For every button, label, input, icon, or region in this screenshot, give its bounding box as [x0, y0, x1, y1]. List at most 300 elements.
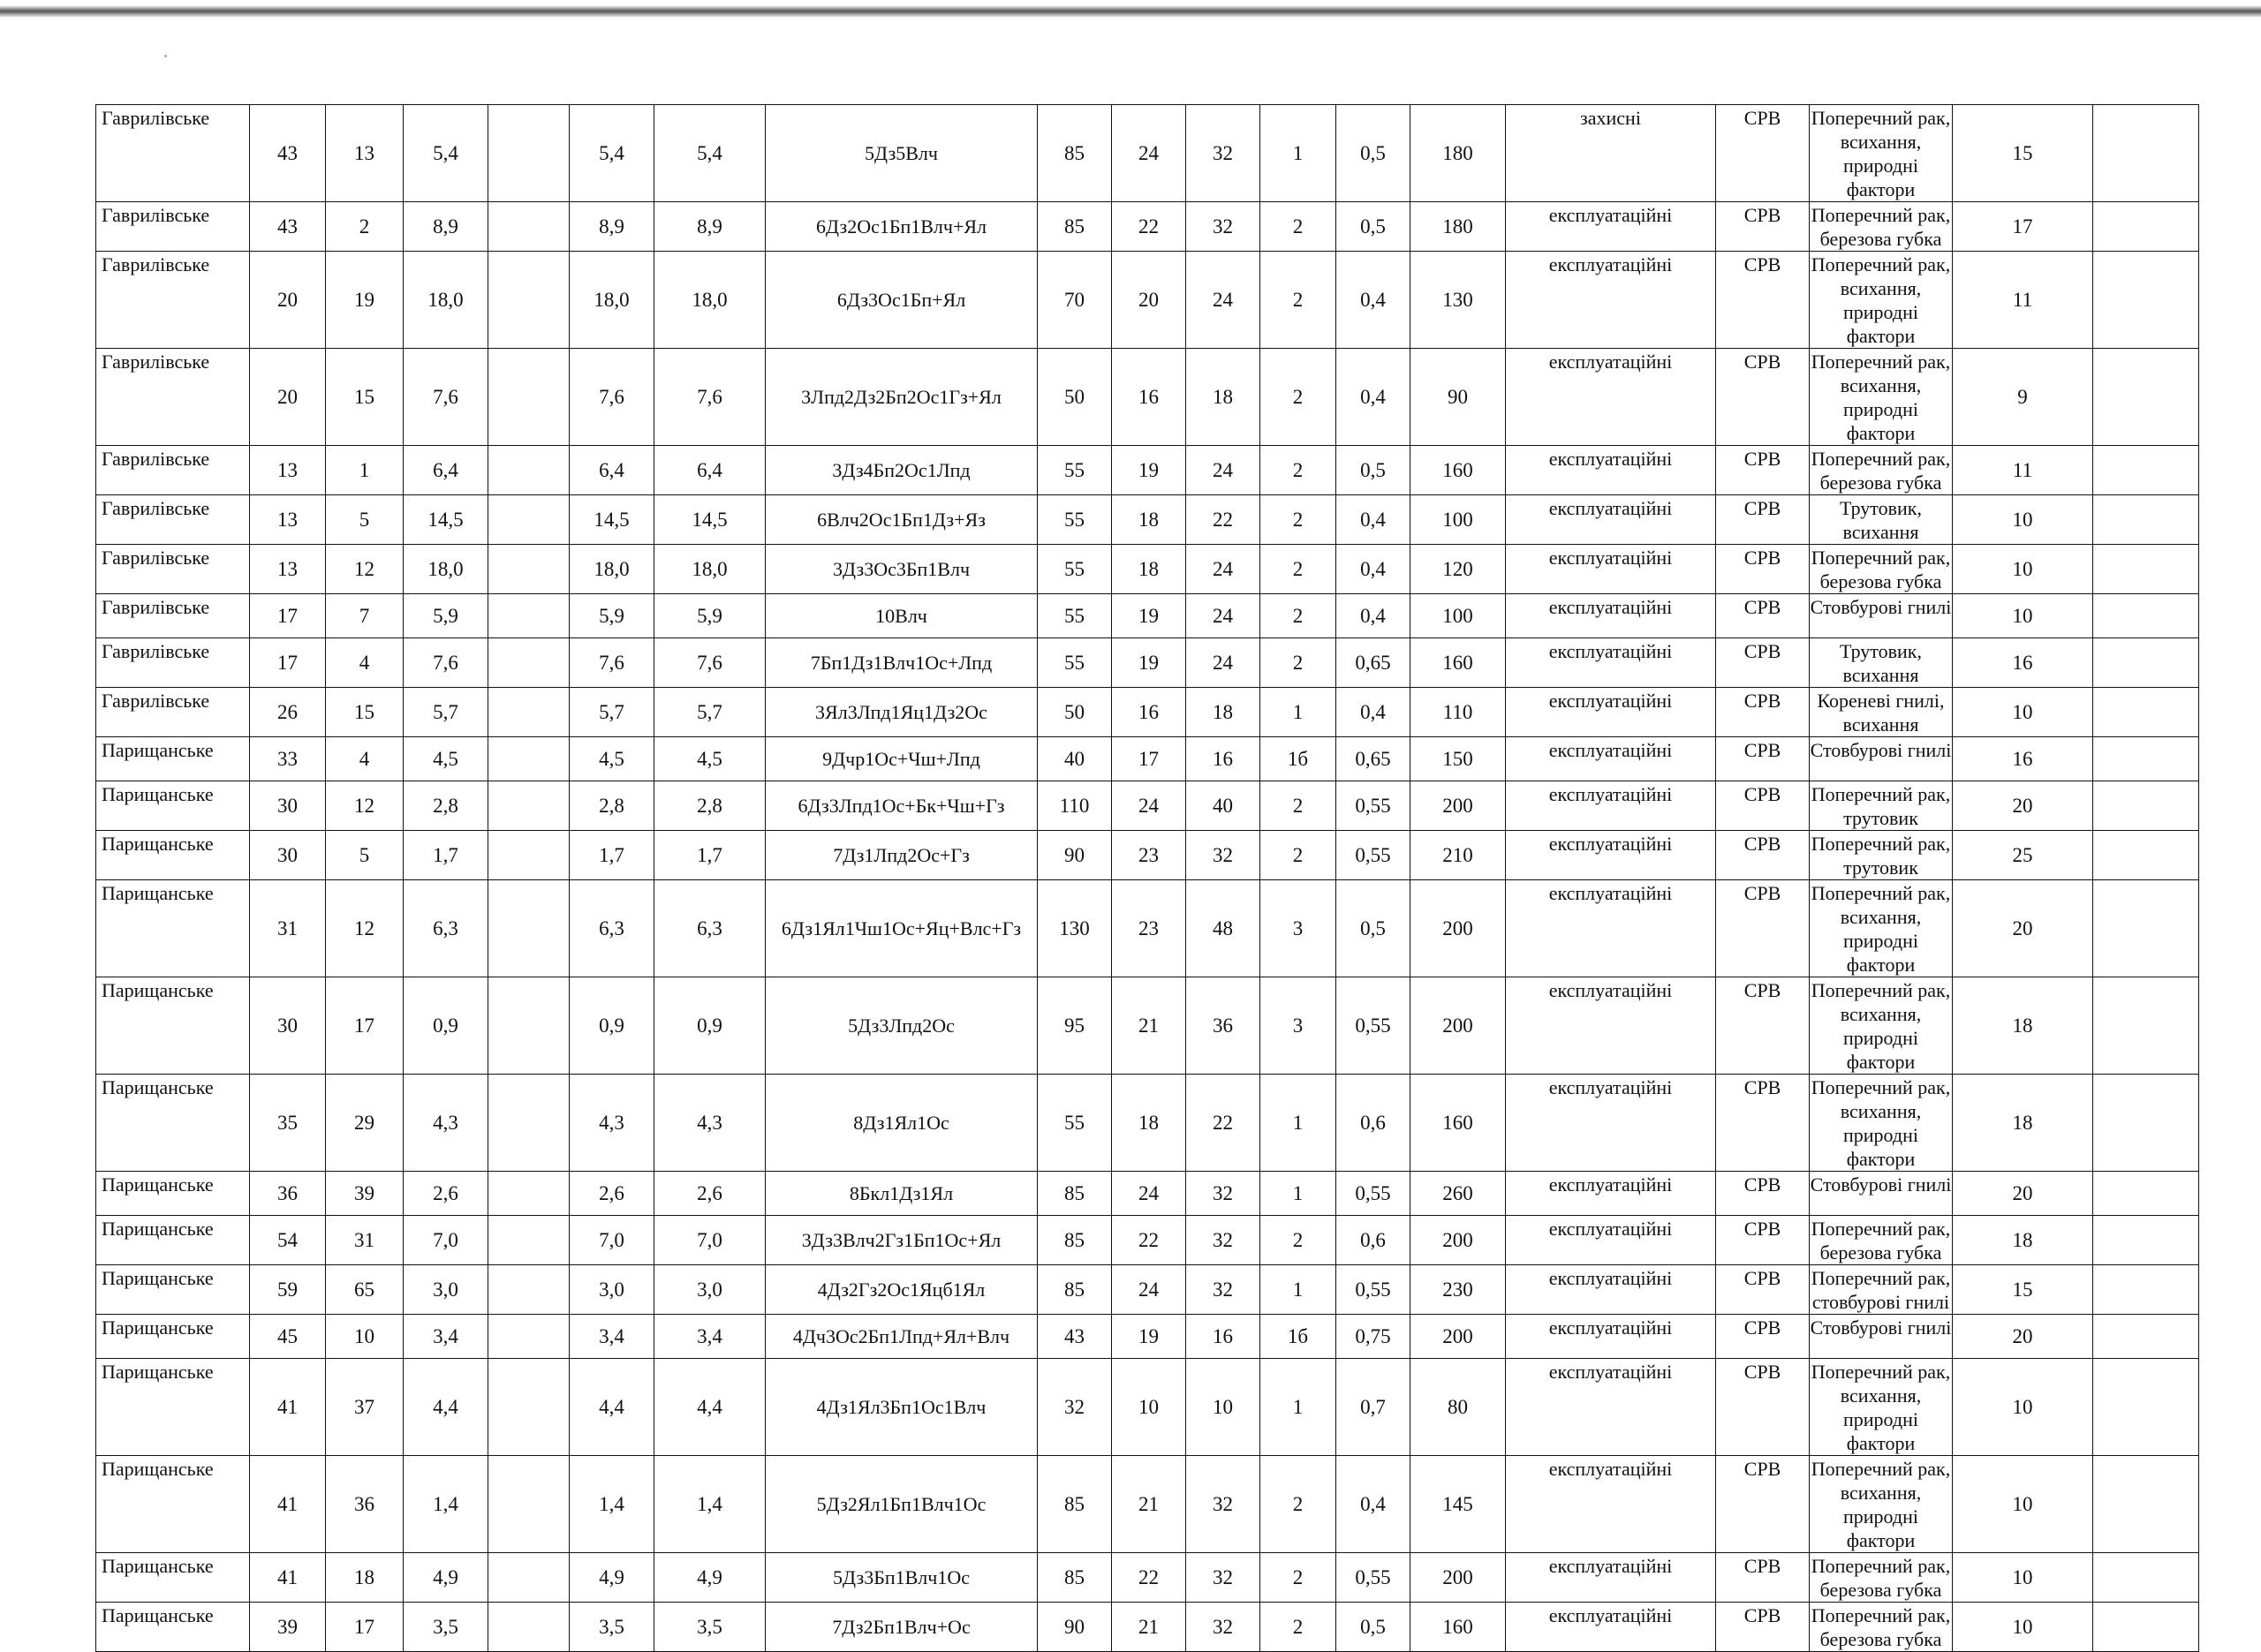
- section-cell: 37: [326, 1359, 404, 1456]
- cut-type-cell: СРВ: [1716, 594, 1810, 638]
- height-cell: 17: [1112, 737, 1186, 781]
- bonitet-cell: 2: [1260, 781, 1336, 831]
- cut-area-cell: 3,0: [570, 1265, 654, 1315]
- bonitet-cell: 1: [1260, 1265, 1336, 1315]
- age-cell: 90: [1038, 1603, 1112, 1652]
- section-cell: 5: [326, 831, 404, 880]
- cut-type-cell: СРВ: [1716, 1603, 1810, 1652]
- quarter-cell: 35: [250, 1075, 326, 1172]
- diameter-cell: 24: [1186, 252, 1260, 349]
- reason-cell: Поперечний рак, всихання, природні фактори: [1810, 105, 1953, 202]
- blank-end-cell: [2093, 1075, 2199, 1172]
- blank-end-cell: [2093, 831, 2199, 880]
- quarter-cell: 17: [250, 638, 326, 688]
- cut-area-cell: 5,7: [570, 688, 654, 737]
- cut-area-cell: 0,9: [570, 977, 654, 1075]
- age-cell: 55: [1038, 1075, 1112, 1172]
- bonitet-cell: 3: [1260, 880, 1336, 977]
- density-cell: 0,5: [1336, 202, 1410, 252]
- volume-cell: 10: [1953, 1359, 2093, 1456]
- blank-cell: [488, 1265, 570, 1315]
- quarter-cell: 59: [250, 1265, 326, 1315]
- area-cell: 4,4: [404, 1359, 488, 1456]
- height-cell: 19: [1112, 638, 1186, 688]
- height-cell: 24: [1112, 781, 1186, 831]
- cut-area-cell: 18,0: [570, 252, 654, 349]
- stock-cell: 130: [1410, 252, 1506, 349]
- forest-category-cell: експлуатаційні: [1506, 688, 1716, 737]
- forest-category-cell: експлуатаційні: [1506, 1359, 1716, 1456]
- forest-category-cell: експлуатаційні: [1506, 1172, 1716, 1216]
- reason-cell: Стовбурові гнилі: [1810, 1315, 1953, 1359]
- blank-end-cell: [2093, 495, 2199, 545]
- section-cell: 31: [326, 1216, 404, 1265]
- stock-cell: 260: [1410, 1172, 1506, 1216]
- composition-cell: 6Дз2Ос1Бп1Влч+Ял: [766, 202, 1038, 252]
- stock-cell: 90: [1410, 349, 1506, 446]
- diameter-cell: 48: [1186, 880, 1260, 977]
- area-cell: 5,7: [404, 688, 488, 737]
- section-cell: 29: [326, 1075, 404, 1172]
- height-cell: 20: [1112, 252, 1186, 349]
- cut-type-cell: СРВ: [1716, 1359, 1810, 1456]
- volume-cell: 16: [1953, 737, 2093, 781]
- cut-area-cell: 2,6: [570, 1172, 654, 1216]
- blank-end-cell: [2093, 1456, 2199, 1553]
- table-row: [96, 1172, 2199, 1216]
- reason-cell: Поперечний рак, всихання, природні фактори: [1810, 1075, 1953, 1172]
- section-cell: 36: [326, 1456, 404, 1553]
- blank-cell: [488, 446, 570, 495]
- sanitary-area-cell: 14,5: [654, 495, 766, 545]
- diameter-cell: 22: [1186, 495, 1260, 545]
- stock-cell: 200: [1410, 1315, 1506, 1359]
- section-cell: 17: [326, 977, 404, 1075]
- sanitary-area-cell: 0,9: [654, 977, 766, 1075]
- blank-cell: [488, 1315, 570, 1359]
- cut-area-cell: 7,0: [570, 1216, 654, 1265]
- blank-cell: [488, 349, 570, 446]
- section-cell: 10: [326, 1315, 404, 1359]
- forest-category-cell: експлуатаційні: [1506, 1315, 1716, 1359]
- forestry-cell: Гаврилівське: [96, 688, 250, 737]
- cut-type-cell: СРВ: [1716, 638, 1810, 688]
- area-cell: 6,3: [404, 880, 488, 977]
- age-cell: 95: [1038, 977, 1112, 1075]
- forestry-cell: Гаврилівське: [96, 638, 250, 688]
- forestry-cell: Гаврилівське: [96, 495, 250, 545]
- diameter-cell: 32: [1186, 1265, 1260, 1315]
- quarter-cell: 41: [250, 1553, 326, 1603]
- cut-area-cell: 5,4: [570, 105, 654, 202]
- age-cell: 55: [1038, 594, 1112, 638]
- volume-cell: 25: [1953, 831, 2093, 880]
- section-cell: 12: [326, 880, 404, 977]
- cut-type-cell: СРВ: [1716, 781, 1810, 831]
- density-cell: 0,4: [1336, 594, 1410, 638]
- bonitet-cell: 2: [1260, 1603, 1336, 1652]
- reason-cell: Поперечний рак, всихання, природні фактори: [1810, 977, 1953, 1075]
- stock-cell: 80: [1410, 1359, 1506, 1456]
- forest-category-cell: експлуатаційні: [1506, 1075, 1716, 1172]
- section-cell: 12: [326, 781, 404, 831]
- age-cell: 70: [1038, 252, 1112, 349]
- volume-cell: 17: [1953, 202, 2093, 252]
- blank-cell: [488, 737, 570, 781]
- bonitet-cell: 1б: [1260, 737, 1336, 781]
- age-cell: 40: [1038, 737, 1112, 781]
- quarter-cell: 26: [250, 688, 326, 737]
- cut-area-cell: 8,9: [570, 202, 654, 252]
- cut-type-cell: СРВ: [1716, 880, 1810, 977]
- forest-category-cell: експлуатаційні: [1506, 1553, 1716, 1603]
- forestry-cell: Гаврилівське: [96, 349, 250, 446]
- height-cell: 23: [1112, 880, 1186, 977]
- blank-cell: [488, 1553, 570, 1603]
- sanitary-area-cell: 7,6: [654, 349, 766, 446]
- density-cell: 0,6: [1336, 1075, 1410, 1172]
- blank-cell: [488, 1216, 570, 1265]
- stock-cell: 180: [1410, 105, 1506, 202]
- stock-cell: 110: [1410, 688, 1506, 737]
- area-cell: 8,9: [404, 202, 488, 252]
- cut-area-cell: 18,0: [570, 545, 654, 594]
- area-cell: 0,9: [404, 977, 488, 1075]
- composition-cell: 3Дз3Ос3Бп1Влч: [766, 545, 1038, 594]
- table-body: [96, 105, 2199, 1652]
- age-cell: 50: [1038, 349, 1112, 446]
- height-cell: 22: [1112, 202, 1186, 252]
- forestry-cell: Парищанське: [96, 977, 250, 1075]
- density-cell: 0,55: [1336, 1553, 1410, 1603]
- forestry-cell: Парищанське: [96, 1359, 250, 1456]
- volume-cell: 10: [1953, 1553, 2093, 1603]
- forest-category-cell: експлуатаційні: [1506, 252, 1716, 349]
- height-cell: 16: [1112, 688, 1186, 737]
- height-cell: 10: [1112, 1359, 1186, 1456]
- diameter-cell: 32: [1186, 1553, 1260, 1603]
- forestry-cell: Парищанське: [96, 1075, 250, 1172]
- age-cell: 55: [1038, 495, 1112, 545]
- forest-table-container: [95, 104, 2199, 1652]
- density-cell: 0,4: [1336, 1456, 1410, 1553]
- cut-area-cell: 4,9: [570, 1553, 654, 1603]
- forest-category-cell: експлуатаційні: [1506, 1216, 1716, 1265]
- age-cell: 50: [1038, 688, 1112, 737]
- reason-cell: Трутовик, всихання: [1810, 638, 1953, 688]
- forestry-cell: Парищанське: [96, 1456, 250, 1553]
- area-cell: 1,4: [404, 1456, 488, 1553]
- area-cell: 6,4: [404, 446, 488, 495]
- cut-type-cell: СРВ: [1716, 252, 1810, 349]
- blank-end-cell: [2093, 638, 2199, 688]
- sanitary-area-cell: 4,5: [654, 737, 766, 781]
- diameter-cell: 32: [1186, 1603, 1260, 1652]
- height-cell: 18: [1112, 545, 1186, 594]
- density-cell: 0,55: [1336, 977, 1410, 1075]
- blank-cell: [488, 594, 570, 638]
- bonitet-cell: 2: [1260, 831, 1336, 880]
- reason-cell: Стовбурові гнилі: [1810, 1172, 1953, 1216]
- diameter-cell: 40: [1186, 781, 1260, 831]
- blank-cell: [488, 252, 570, 349]
- composition-cell: 8Бкл1Дз1Ял: [766, 1172, 1038, 1216]
- density-cell: 0,55: [1336, 1172, 1410, 1216]
- forestry-cell: Гаврилівське: [96, 202, 250, 252]
- density-cell: 0,65: [1336, 638, 1410, 688]
- cut-area-cell: 3,4: [570, 1315, 654, 1359]
- section-cell: 13: [326, 105, 404, 202]
- area-cell: 3,4: [404, 1315, 488, 1359]
- section-cell: 15: [326, 688, 404, 737]
- stock-cell: 210: [1410, 831, 1506, 880]
- volume-cell: 16: [1953, 638, 2093, 688]
- forest-category-cell: експлуатаційні: [1506, 831, 1716, 880]
- height-cell: 19: [1112, 594, 1186, 638]
- cut-area-cell: 2,8: [570, 781, 654, 831]
- composition-cell: 7Бп1Дз1Влч1Ос+Лпд: [766, 638, 1038, 688]
- reason-cell: Поперечний рак, березова губка: [1810, 1553, 1953, 1603]
- blank-end-cell: [2093, 1216, 2199, 1265]
- age-cell: 85: [1038, 1553, 1112, 1603]
- cut-area-cell: 6,3: [570, 880, 654, 977]
- volume-cell: 18: [1953, 1075, 2093, 1172]
- stock-cell: 160: [1410, 1603, 1506, 1652]
- height-cell: 21: [1112, 1603, 1186, 1652]
- volume-cell: 15: [1953, 105, 2093, 202]
- reason-cell: Поперечний рак, всихання, природні фактори: [1810, 880, 1953, 977]
- area-cell: 4,9: [404, 1553, 488, 1603]
- composition-cell: 5Дз3Лпд2Ос: [766, 977, 1038, 1075]
- blank-end-cell: [2093, 1359, 2199, 1456]
- section-cell: 12: [326, 545, 404, 594]
- density-cell: 0,5: [1336, 446, 1410, 495]
- blank-end-cell: [2093, 446, 2199, 495]
- composition-cell: 6Дз1Ял1Чш1Ос+Яц+Влс+Гз: [766, 880, 1038, 977]
- table-row: [96, 977, 2199, 1075]
- diameter-cell: 32: [1186, 202, 1260, 252]
- area-cell: 5,9: [404, 594, 488, 638]
- cut-area-cell: 7,6: [570, 349, 654, 446]
- forestry-cell: Гаврилівське: [96, 594, 250, 638]
- stock-cell: 230: [1410, 1265, 1506, 1315]
- sanitary-area-cell: 8,9: [654, 202, 766, 252]
- cut-area-cell: 14,5: [570, 495, 654, 545]
- forest-category-cell: експлуатаційні: [1506, 202, 1716, 252]
- diameter-cell: 16: [1186, 1315, 1260, 1359]
- cut-type-cell: СРВ: [1716, 1265, 1810, 1315]
- blank-end-cell: [2093, 737, 2199, 781]
- bonitet-cell: 2: [1260, 349, 1336, 446]
- area-cell: 2,6: [404, 1172, 488, 1216]
- forest-category-cell: експлуатаційні: [1506, 880, 1716, 977]
- volume-cell: 10: [1953, 688, 2093, 737]
- density-cell: 0,65: [1336, 737, 1410, 781]
- table-row: [96, 545, 2199, 594]
- forest-category-cell: експлуатаційні: [1506, 446, 1716, 495]
- forest-category-cell: експлуатаційні: [1506, 737, 1716, 781]
- blank-end-cell: [2093, 977, 2199, 1075]
- area-cell: 7,6: [404, 638, 488, 688]
- sanitary-area-cell: 1,7: [654, 831, 766, 880]
- age-cell: 85: [1038, 1456, 1112, 1553]
- section-cell: 4: [326, 638, 404, 688]
- quarter-cell: 30: [250, 831, 326, 880]
- sanitary-area-cell: 6,4: [654, 446, 766, 495]
- stock-cell: 100: [1410, 495, 1506, 545]
- volume-cell: 20: [1953, 880, 2093, 977]
- diameter-cell: 32: [1186, 1456, 1260, 1553]
- bonitet-cell: 2: [1260, 202, 1336, 252]
- sanitary-area-cell: 7,0: [654, 1216, 766, 1265]
- area-cell: 5,4: [404, 105, 488, 202]
- table-row: [96, 1265, 2199, 1315]
- cut-type-cell: СРВ: [1716, 202, 1810, 252]
- area-cell: 3,0: [404, 1265, 488, 1315]
- table-row: [96, 446, 2199, 495]
- cut-area-cell: 1,7: [570, 831, 654, 880]
- section-cell: 39: [326, 1172, 404, 1216]
- volume-cell: 10: [1953, 545, 2093, 594]
- density-cell: 0,4: [1336, 688, 1410, 737]
- height-cell: 19: [1112, 1315, 1186, 1359]
- composition-cell: 4Дз2Гз2Ос1Яцб1Ял: [766, 1265, 1038, 1315]
- diameter-cell: 16: [1186, 737, 1260, 781]
- section-cell: 17: [326, 1603, 404, 1652]
- reason-cell: Поперечний рак, березова губка: [1810, 446, 1953, 495]
- table-row: [96, 1456, 2199, 1553]
- blank-cell: [488, 1172, 570, 1216]
- volume-cell: 18: [1953, 977, 2093, 1075]
- sanitary-area-cell: 5,9: [654, 594, 766, 638]
- bonitet-cell: 1б: [1260, 1315, 1336, 1359]
- section-cell: 19: [326, 252, 404, 349]
- density-cell: 0,75: [1336, 1315, 1410, 1359]
- forest-category-cell: експлуатаційні: [1506, 545, 1716, 594]
- cut-area-cell: 6,4: [570, 446, 654, 495]
- cut-type-cell: СРВ: [1716, 1172, 1810, 1216]
- stock-cell: 145: [1410, 1456, 1506, 1553]
- height-cell: 24: [1112, 1172, 1186, 1216]
- area-cell: 14,5: [404, 495, 488, 545]
- reason-cell: Стовбурові гнилі: [1810, 594, 1953, 638]
- height-cell: 16: [1112, 349, 1186, 446]
- age-cell: 85: [1038, 1265, 1112, 1315]
- quarter-cell: 41: [250, 1456, 326, 1553]
- forestry-cell: Парищанське: [96, 831, 250, 880]
- section-cell: 4: [326, 737, 404, 781]
- stock-cell: 160: [1410, 446, 1506, 495]
- stock-cell: 120: [1410, 545, 1506, 594]
- diameter-cell: 32: [1186, 1172, 1260, 1216]
- stock-cell: 200: [1410, 1216, 1506, 1265]
- cut-area-cell: 1,4: [570, 1456, 654, 1553]
- height-cell: 23: [1112, 831, 1186, 880]
- age-cell: 32: [1038, 1359, 1112, 1456]
- cut-area-cell: 4,4: [570, 1359, 654, 1456]
- height-cell: 24: [1112, 1265, 1186, 1315]
- age-cell: 85: [1038, 1172, 1112, 1216]
- bonitet-cell: 2: [1260, 594, 1336, 638]
- quarter-cell: 13: [250, 446, 326, 495]
- blank-end-cell: [2093, 105, 2199, 202]
- volume-cell: 10: [1953, 594, 2093, 638]
- composition-cell: 4Дч3Ос2Бп1Лпд+Ял+Влч: [766, 1315, 1038, 1359]
- stock-cell: 200: [1410, 781, 1506, 831]
- table-row: [96, 105, 2199, 202]
- forestry-cell: Гаврилівське: [96, 446, 250, 495]
- forestry-cell: Гаврилівське: [96, 545, 250, 594]
- blank-end-cell: [2093, 688, 2199, 737]
- cut-type-cell: СРВ: [1716, 1315, 1810, 1359]
- height-cell: 18: [1112, 495, 1186, 545]
- forest-category-cell: експлуатаційні: [1506, 781, 1716, 831]
- table-row: [96, 1359, 2199, 1456]
- age-cell: 55: [1038, 446, 1112, 495]
- stock-cell: 100: [1410, 594, 1506, 638]
- composition-cell: 5Дз5Влч: [766, 105, 1038, 202]
- density-cell: 0,5: [1336, 1603, 1410, 1652]
- composition-cell: 9Дчр1Ос+Чш+Лпд: [766, 737, 1038, 781]
- reason-cell: Поперечний рак, всихання, природні фактори: [1810, 252, 1953, 349]
- forestry-cell: Парищанське: [96, 1265, 250, 1315]
- stock-cell: 180: [1410, 202, 1506, 252]
- reason-cell: Поперечний рак, березова губка: [1810, 545, 1953, 594]
- reason-cell: Поперечний рак, трутовик: [1810, 781, 1953, 831]
- sanitary-area-cell: 4,4: [654, 1359, 766, 1456]
- volume-cell: 18: [1953, 1216, 2093, 1265]
- composition-cell: 5Дз3Бп1Влч1Ос: [766, 1553, 1038, 1603]
- composition-cell: 10Влч: [766, 594, 1038, 638]
- table-row: [96, 349, 2199, 446]
- cut-type-cell: СРВ: [1716, 1456, 1810, 1553]
- table-row: [96, 831, 2199, 880]
- area-cell: 18,0: [404, 252, 488, 349]
- stock-cell: 160: [1410, 1075, 1506, 1172]
- cut-area-cell: 4,5: [570, 737, 654, 781]
- reason-cell: Кореневі гнилі, всихання: [1810, 688, 1953, 737]
- blank-end-cell: [2093, 1553, 2199, 1603]
- quarter-cell: 31: [250, 880, 326, 977]
- volume-cell: 9: [1953, 349, 2093, 446]
- stock-cell: 200: [1410, 977, 1506, 1075]
- blank-cell: [488, 202, 570, 252]
- density-cell: 0,4: [1336, 349, 1410, 446]
- bonitet-cell: 2: [1260, 638, 1336, 688]
- diameter-cell: 18: [1186, 349, 1260, 446]
- blank-end-cell: [2093, 880, 2199, 977]
- section-cell: 7: [326, 594, 404, 638]
- forest-category-cell: експлуатаційні: [1506, 977, 1716, 1075]
- age-cell: 55: [1038, 638, 1112, 688]
- volume-cell: 20: [1953, 1172, 2093, 1216]
- composition-cell: 6Влч2Ос1Бп1Дз+Яз: [766, 495, 1038, 545]
- forest-category-cell: експлуатаційні: [1506, 495, 1716, 545]
- sanitary-area-cell: 1,4: [654, 1456, 766, 1553]
- volume-cell: 10: [1953, 1603, 2093, 1652]
- sanitary-area-cell: 6,3: [654, 880, 766, 977]
- composition-cell: 8Дз1Ял1Ос: [766, 1075, 1038, 1172]
- cut-type-cell: СРВ: [1716, 737, 1810, 781]
- quarter-cell: 17: [250, 594, 326, 638]
- blank-cell: [488, 977, 570, 1075]
- blank-cell: [488, 688, 570, 737]
- cut-area-cell: 5,9: [570, 594, 654, 638]
- diameter-cell: 24: [1186, 446, 1260, 495]
- bonitet-cell: 2: [1260, 545, 1336, 594]
- area-cell: 7,0: [404, 1216, 488, 1265]
- volume-cell: 10: [1953, 1456, 2093, 1553]
